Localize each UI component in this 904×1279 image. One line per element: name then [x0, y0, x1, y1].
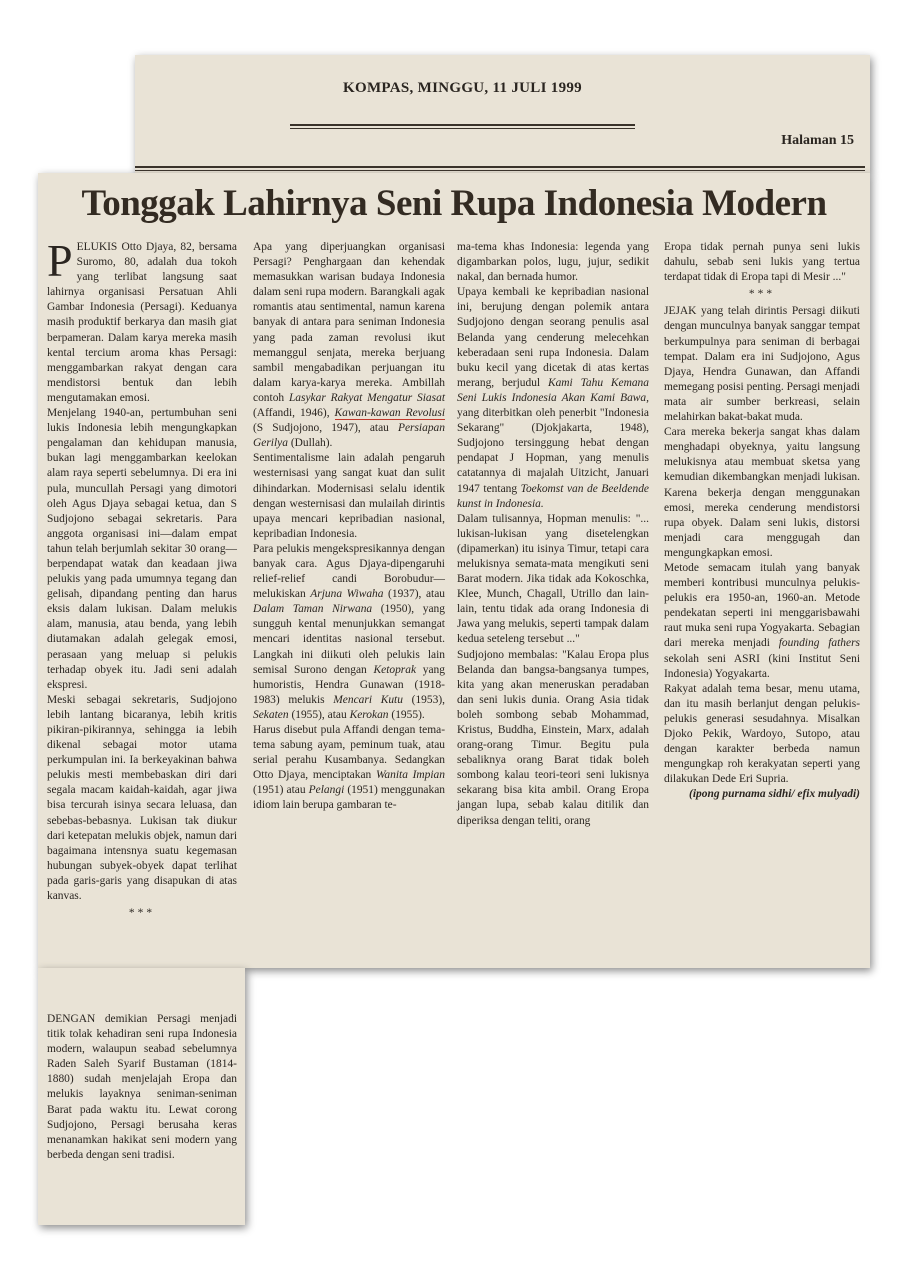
paragraph: Meski sebagai sekretaris, Sudjojono lebih lantang bicaranya, lebih kritis pikiran-pikirannya, sehingga ia lebih dikenal sebagai motor utama perkumpulan ini. Ia berkeyakinan bahwa pelukis mesti membebaskan diri dari segala macam kaidah-kaidah, agar jiwa bisa tercurah isinya secara leluasa, dan sebebas-bebasnya. Lukisan tak diukur dari ketepatan melukis objek, namun dari bagaimana intensnya suatu kegemasan hubungan subyek-obyek dapat terlihat pada garis-garis yang disapukan di atas kanvas.: [47, 693, 237, 903]
column-1: [47, 235, 237, 923]
column-3: [457, 240, 649, 829]
paragraph: Metode semacam itulah yang banyak memberi kontribusi munculnya pelukis-pelukis era 1950-an, 1960-an. Metode pendekatan seperti ini menggarisbawahi raut muka seni rupa Yogyakarta. Sebagian dari mereka menjadi founding fathers sekolah seni ASRI (kini Institut Seni Indonesia) Yogyakarta.: [664, 561, 861, 680]
drop-cap: P: [47, 235, 73, 286]
paragraph: ma-tema khas Indonesia: legenda yang digambarkan polos, lugu, jujur, sedikit nakal, dan bernada humor.: [457, 241, 649, 284]
headline: Tonggak Lahirnya Seni Rupa Indonesia Modern: [81, 183, 827, 224]
paragraph: Sentimentalisme lain adalah pengaruh westernisasi yang sangat kuat dan sulit dihindarkan. Modernisasi selalu identik dengan westernisasi dan mulailah dirintis upaya mencari kepribadian nasional, kepribadian Indonesia.: [253, 452, 445, 540]
section-break: ***: [748, 288, 776, 301]
paragraph: Cara mereka bekerja sangat khas dalam menghadapi obyeknya, yaitu langsung melukisnya atau membuat sketsa yang kemudian dikembangkan menjadi lukisan. Karena bekerja dengan menggunakan emosi, mereka cenderung mendistorsi rupa obyek. Dalam seni lukis, distorsi menjadi cara menggugah dan mengungkapkan emosi.: [664, 426, 860, 559]
paragraph: Harus disebut pula Affandi dengan tema-tema sabung ayam, peminum tuak, atau serial perahu Kusambanya. Sedangkan Otto Djaya, menciptakan Wanita Impian (1951) atau Pelangi (1951) menggunakan idiom lain berupa gambaran te-: [253, 724, 446, 812]
section-break: ***: [128, 907, 156, 920]
masthead-rule: [290, 124, 635, 126]
masthead-rule-thin: [290, 128, 635, 129]
paragraph: Menjelang 1940-an, pertumbuhan seni lukis Indonesia lebih mengungkapkan pengalaman dan kehidupan manusia, bukan lagi menggambarkan keelokan alam raya seperti sebelumnya. Di era ini pula, muncullah Persagi yang dimotori oleh Agus Djaya sebagai ketua, dan S Sudjojono sebagai sekretaris. Para anggota organisasi ini—dalam empat tahun telah berjumlah sekitar 30 orang—berpendapat watak dan keadaan jiwa pelukis yang pada umumnya tegang dan gelisah, dipandang penting dan harus eksis dalam lukisan. Dalam melukis alam, manusia, atau benda, yang lebih diutamakan adalah gelegak emosi, perasaan yang meluap si pelukis terhadap obyek itu. Jadi seni adalah ekspresi.: [47, 407, 237, 691]
paragraph: DENGAN demikian Persagi menjadi titik tolak kehadiran seni rupa Indonesia modern, walaupun seabad sebelumnya Raden Saleh Syarif Bustaman (1814-1880) sudah menjelajah Eropa dan melukis layaknya seniman-seniman Barat pada waktu itu. Lewat corong Sudjojono, Persagi berusaha keras menanamkan hakikat seni modern yang berbeda dengan seni tradisi.: [47, 1013, 237, 1161]
paragraph: Upaya kembali ke kepribadian nasional ini, berujung dengan polemik antara Sudjojono dengan seorang penulis asal Belanda yang cenderung melecehkan keberadaan seni rupa Indonesia. Dalam buku kecil yang dicetak di atas kertas merang, berjudul Kami Tahu Kemana Seni Lukis Indonesia Akan Kami Bawa, yang diterbitkan oleh penerbit "Indonesia Sekarang" (Djokjakarta, 1948), Sudjojono tersinggung hebat dengan pendapat J Hopman, yang menulis catatannya di majalah Uitzicht, Januari 1947 tentang Toekomst van de Beeldende kunst in Indonesia.: [457, 286, 649, 510]
paragraph: JEJAK yang telah dirintis Persagi diikuti dengan munculnya banyak sanggar tempat berkumpulnya para seniman di berbagai tempat. Dalam era ini Sudjojono, Agus Djaya, Hendra Gunawan, dan Affandi memegang posisi penting. Persagi menjadi mata air sumber berkreasi, selain melahirkan bakat-bakat muda.: [664, 305, 860, 424]
paragraph: Apa yang diperjuangkan organisasi Persagi? Penghargaan dan kehendak memasukkan warisan budaya Indonesia dalam seni rupa modern. Barangkali agak romantis atau sentimental, namun karena banyak di antara para seniman Indonesia yang pada zaman revolusi ikut memanggul senjata, mereka berjuang sambil mengabadikan perjuangan itu dalam karya-karya mereka. Ambillah contoh Lasykar Rakyat Mengatur Siasat (Affandi, 1946), Kawan-kawan Revolusi (S Sudjojono, 1947), atau Persiapan Gerilya (Dullah).: [253, 241, 445, 450]
header-rule: [135, 166, 865, 168]
paragraph: Para pelukis mengekspresikannya dengan banyak cara. Agus Djaya-dipengaruhi relief-relief candi Borobudur—melukiskan Arjuna Wiwaha (1937), atau Dalam Taman Nirwana (1950), yang sungguh kental menunjukkan semangat mencari identitas nasional tersebut. Langkah ini diikuti oleh pelukis lain semisal Surono dengan Ketoprak yang humoristis, Hendra Gunawan (1918-1983) melukis Mencari Kutu (1953), Sekaten (1955), atau Kerokan (1955).: [253, 542, 446, 721]
column-4: [664, 240, 860, 802]
paragraph: Rakyat adalah tema besar, menu utama, dan itu masih berlanjut dengan pelukis-pelukis generasi sesudahnya. Misalkan Djoko Pekik, Wardoyo, Sutopo, atau dengan karakter berbeda namun mengungkap roh kerakyatan seperti yang dilakukan Dede Eri Supria.: [664, 682, 860, 786]
column-2: [253, 240, 445, 814]
header-rule-thin: [135, 170, 865, 171]
clipping-header: [135, 55, 870, 173]
column-1-continued: [47, 1012, 237, 1163]
paragraph: PELUKIS Otto Djaya, 82, bersama Suromo, 80, adalah dua tokoh yang terlibat langsung saat lahirnya organisasi Persatuan Ahli Gambar Indonesia (Persagi). Keduanya masih produktif berkarya dan masih giat berpameran. Dalam karya mereka masih kental tercium aroma khas Persagi: menggambarkan rakyat dengan cara mendistorsi bentuk dan lebih mengutamakan emosi.: [47, 235, 237, 404]
paragraph: Sudjojono membalas: "Kalau Eropa plus Belanda dan bangsa-bangsanya tumpes, kita yang akan meneruskan peradaban dan seni lukis dunia. Orang Asia tidak boleh sombong sebab Mohammad, Kristus, Buddha, Einstein, Marx, adalah orang-orang Timur. Begitu pula sebaliknya orang Barat tidak boleh sombong kalau teori-teori seni lukisnya sekarang bisa kita ambil. Orang Eropa jangan lupa, sebab kalau ditilik dan diperiksa dengan teliti, orang: [457, 648, 649, 827]
masthead: KOMPAS, MINGGU, 11 JULI 1999: [343, 80, 582, 96]
paragraph: Eropa tidak pernah punya seni lukis dahulu, sebab seni lukis yang tertua terdapat tidak di Eropa tapi di Mesir ...": [664, 241, 860, 284]
paragraph: Dalam tulisannya, Hopman menulis: "... lukisan-lukisan yang disetelengkan (dipamerkan) itu isinya Timur, tetapi cara melukisnya semata-mata mengikuti seni Barat modern. Jika tidak ada Kokoschka, Klee, Munch, Chagall, Utrillo dan lain-lain, tentu tidak ada orang Indonesia di Jawa yang melukis, seperti tampak dalam kedua seteleng tersebut ...": [457, 512, 649, 646]
byline: (ipong purnama sidhi/ efix mulyadi): [689, 788, 860, 801]
page-number: Halaman 15: [781, 133, 854, 148]
